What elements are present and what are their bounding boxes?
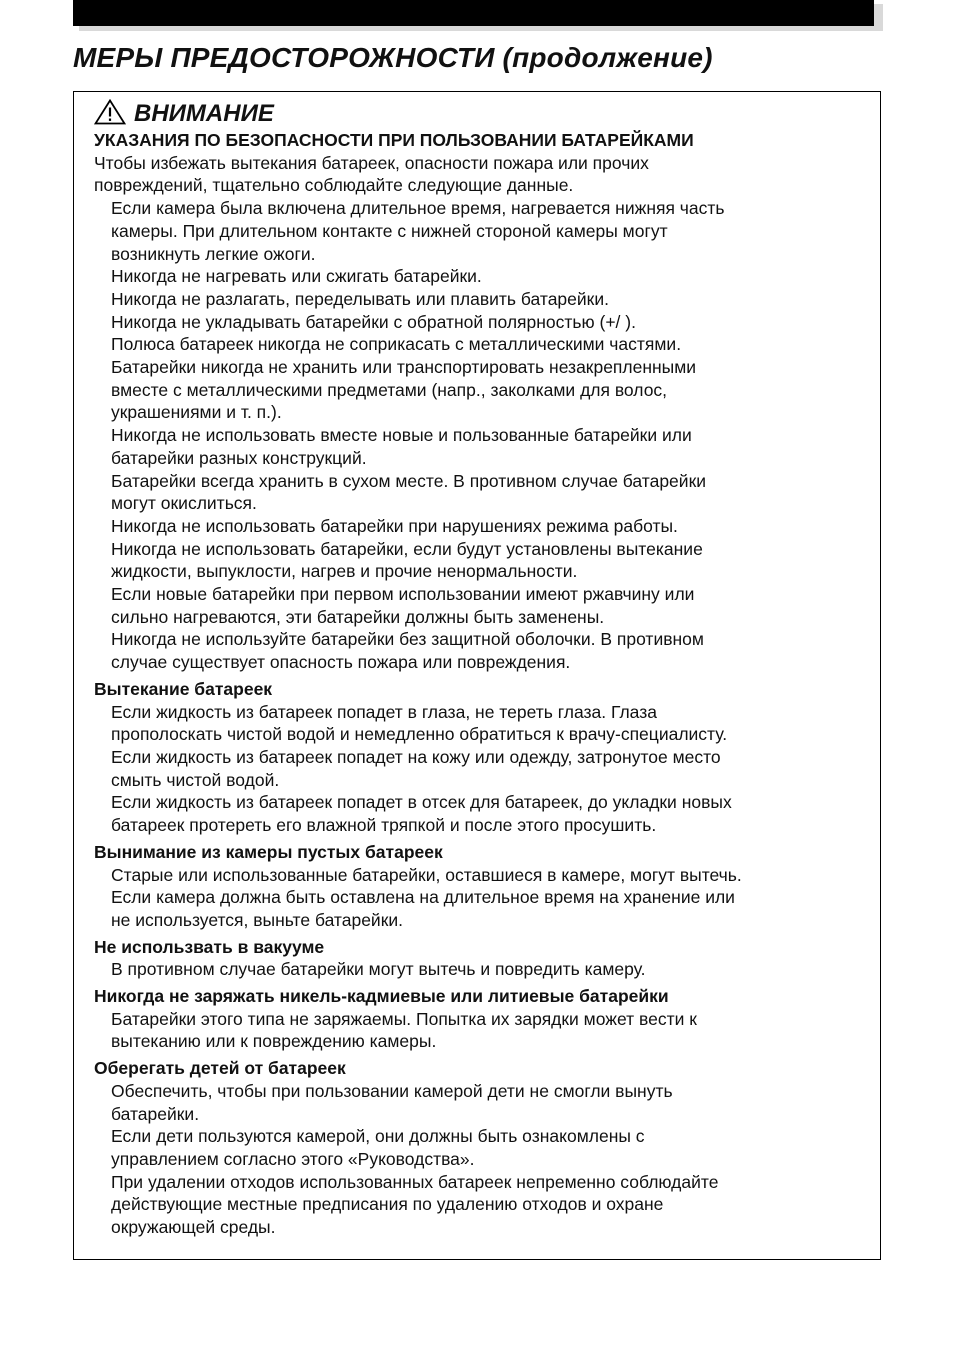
list-item bbox=[94, 628, 870, 673]
list-item-line: Если жидкость из батареек попадет в глаза, не тереть глаза. Глаза bbox=[111, 701, 657, 722]
section bbox=[94, 129, 870, 674]
list-item-line: Батарейки этого типа не заряжаемы. Попытка их зарядки может вести к bbox=[111, 1008, 697, 1029]
list-item bbox=[94, 583, 870, 628]
list-item-line: не используется, выньте батарейки. bbox=[111, 909, 403, 930]
list-item bbox=[94, 1008, 870, 1053]
list-item bbox=[94, 333, 870, 356]
section-heading: Вынимание из камеры пустых батареек bbox=[94, 841, 443, 862]
list-item bbox=[94, 1171, 870, 1239]
list-item-line: вытеканию или к повреждению камеры. bbox=[111, 1031, 437, 1052]
list-item-line: Если жидкость из батареек попадет на кожу или одежду, затронутое место bbox=[111, 746, 721, 767]
list-item-line: вместе с металлическими предметами (напр., заколками для волос, bbox=[111, 379, 668, 400]
intro-line: Чтобы избежать вытекания батареек, опасности пожара или прочих bbox=[94, 152, 649, 173]
list-item-line: Никогда не укладывать батарейки с обратной полярностью (+/ ). bbox=[111, 311, 636, 332]
section-heading: Оберегать детей от батареек bbox=[94, 1058, 346, 1079]
header-bar bbox=[73, 0, 874, 26]
list-item bbox=[94, 864, 870, 887]
section bbox=[94, 841, 870, 932]
list-item-line: батареек протереть его влажной тряпкой и после этого просушить. bbox=[111, 815, 657, 836]
list-item-line: Если камера должна быть оставлена на длительное время на хранение или bbox=[111, 887, 735, 908]
list-item-line: прополоскать чистой водой и немедленно обратиться к врачу-специалисту. bbox=[111, 724, 728, 745]
list-item bbox=[94, 288, 870, 311]
list-item bbox=[94, 1080, 870, 1125]
list-item-line: Никогда не использовать батарейки, если будут установлены вытекание bbox=[111, 538, 703, 559]
warning-triangle-icon bbox=[94, 99, 134, 130]
list-item-line: возникнуть легкие ожоги. bbox=[111, 243, 316, 264]
list-item bbox=[94, 265, 870, 288]
list-item bbox=[94, 538, 870, 583]
list-item bbox=[94, 197, 870, 265]
intro-line: повреждений, тщательно соблюдайте следующие данные. bbox=[94, 175, 574, 196]
list-item-line: окружающей среды. bbox=[111, 1217, 276, 1238]
list-item-line: Никогда не использовать батарейки при нарушениях режима работы. bbox=[111, 515, 678, 536]
list-item-line: управлением согласно этого «Руководства». bbox=[111, 1148, 475, 1169]
list-item-line: Батарейки всегда хранить в сухом месте. В противном случае батарейки bbox=[111, 470, 706, 491]
list-item-line: Если дети пользуются камерой, они должны быть ознакомлены с bbox=[111, 1126, 645, 1147]
page-title: МЕРЫ ПРЕДОСТОРОЖНОСТИ (продолжение) bbox=[73, 42, 713, 73]
list-item bbox=[94, 424, 870, 469]
list-item bbox=[94, 886, 870, 931]
section-heading: УКАЗАНИЯ ПО БЕЗОПАСНОСТИ ПРИ ПОЛЬЗОВАНИИ БАТАРЕЙКАМИ bbox=[94, 130, 694, 150]
list-item-line: Если новые батарейки при первом использовании имеют ржавчину или bbox=[111, 584, 695, 605]
list-item bbox=[94, 958, 870, 981]
list-item-line: Обеспечить, чтобы при пользовании камерой дети не смогли вынуть bbox=[111, 1080, 673, 1101]
list-item-line: сильно нагреваются, эти батарейки должны быть заменены. bbox=[111, 606, 605, 627]
caution-title: ВНИМАНИЕ bbox=[134, 100, 274, 127]
list-item-line: батарейки. bbox=[111, 1103, 200, 1124]
list-item-line: Если жидкость из батареек попадет в отсек для батареек, до укладки новых bbox=[111, 792, 732, 813]
list-item-line: случае существует опасность пожара или повреждения. bbox=[111, 652, 571, 673]
list-item-line: Никогда не использовать вместе новые и пользованные батарейки или bbox=[111, 425, 692, 446]
list-item-line: батарейки разных конструкций. bbox=[111, 447, 367, 468]
sections-container bbox=[94, 129, 870, 1239]
section bbox=[94, 985, 870, 1053]
section bbox=[94, 1057, 870, 1239]
section bbox=[94, 678, 870, 837]
list-item-line: Батарейки никогда не хранить или транспортировать незакрепленными bbox=[111, 357, 697, 378]
list-item bbox=[94, 1125, 870, 1170]
caution-header bbox=[94, 99, 870, 129]
list-item-line: Никогда не нагревать или сжигать батарейки. bbox=[111, 266, 482, 287]
list-item-line: жидкости, выпуклости, нагрев и прочие ненормальности. bbox=[111, 561, 578, 582]
list-item-line: смыть чистой водой. bbox=[111, 769, 280, 790]
list-item-line: В противном случае батарейки могут вытечь и повредить камеру. bbox=[111, 959, 646, 980]
list-item bbox=[94, 746, 870, 791]
section-heading: Не использвать в вакууме bbox=[94, 936, 325, 957]
list-item bbox=[94, 791, 870, 836]
list-item bbox=[94, 311, 870, 334]
section bbox=[94, 936, 870, 981]
list-item bbox=[94, 515, 870, 538]
list-item-line: украшениями и т. п.). bbox=[111, 402, 282, 423]
list-item-line: Полюса батареек никогда не соприкасать с металлическими частями. bbox=[111, 334, 682, 355]
caution-box bbox=[73, 91, 881, 1260]
list-item-line: Никогда не разлагать, переделывать или плавить батарейки. bbox=[111, 288, 609, 309]
list-item-line: Если камера была включена длительное время, нагревается нижняя часть bbox=[111, 198, 725, 219]
section-heading: Никогда не заряжать никель-кадмиевые или литиевые батарейки bbox=[94, 986, 669, 1007]
caution-content bbox=[94, 99, 870, 1239]
list-item-line: Никогда не используйте батарейки без защитной оболочки. В противном bbox=[111, 629, 704, 650]
list-item bbox=[94, 356, 870, 424]
list-item-line: камеры. При длительном контакте с нижней стороной камеры могут bbox=[111, 220, 668, 241]
list-item-line: могут окислиться. bbox=[111, 493, 257, 514]
list-item-line: действующие местные предписания по удалению отходов и охране bbox=[111, 1194, 664, 1215]
section-heading: Вытекание батареек bbox=[94, 678, 273, 699]
list-item-line: При удалении отходов использованных батареек непременно соблюдайте bbox=[111, 1171, 719, 1192]
list-item-line: Старые или использованные батарейки, оставшиеся в камере, могут вытечь. bbox=[111, 864, 742, 885]
list-item bbox=[94, 701, 870, 746]
list-item bbox=[94, 470, 870, 515]
